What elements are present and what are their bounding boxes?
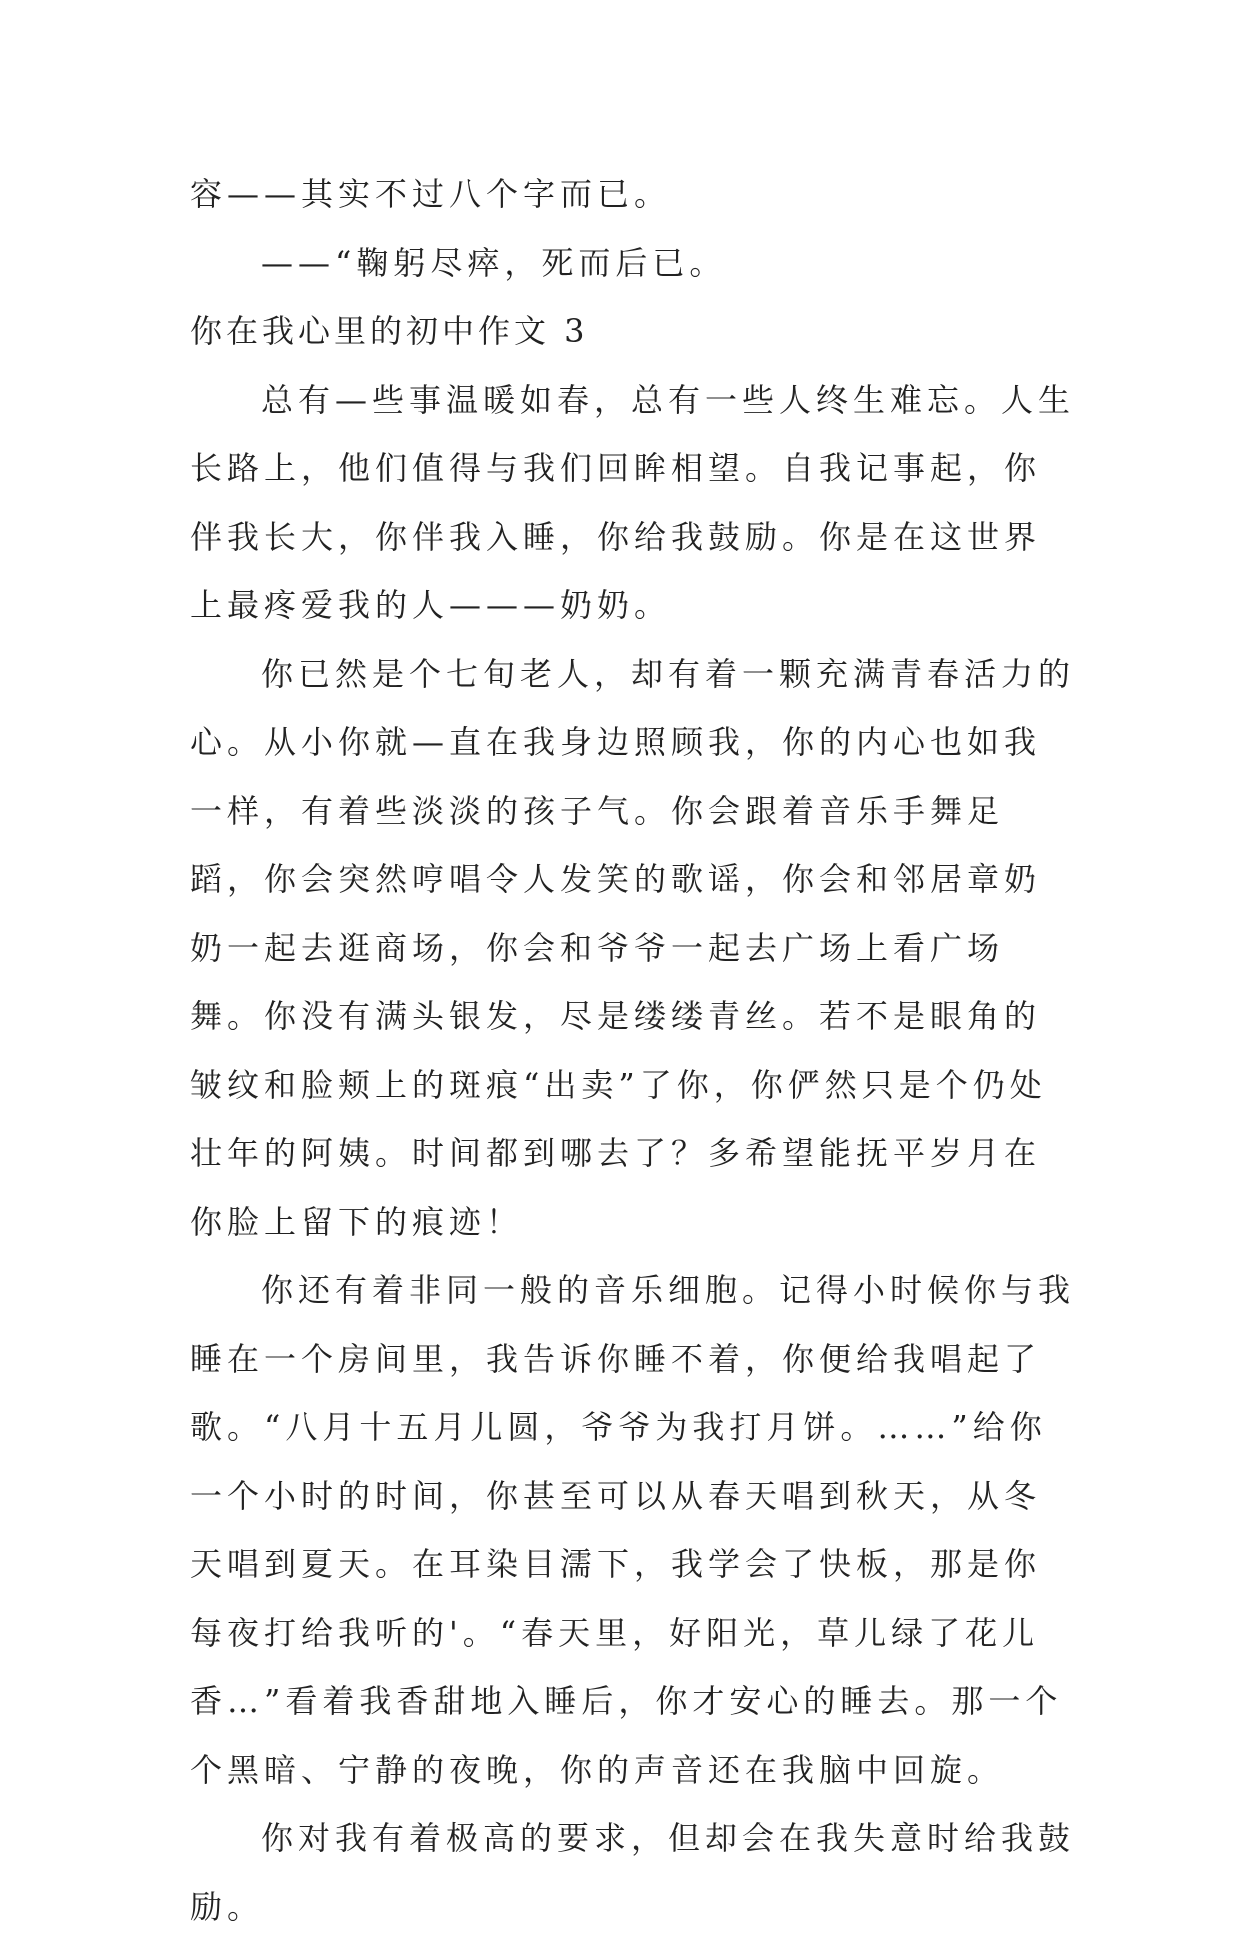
- paragraph-music: 你还有着非同一般的音乐细胞。记得小时候你与我睡在一个房间里，我告诉你睡不着，你便给我唱起了歌。“八月十五月儿圆，爷爷为我打月饼。……”给你一个小时的时间，你甚至可以从春天唱到秋天，从冬天唱到夏天。在耳染目濡下，我学会了快板，那是你每夜打给我听的'。“春天里，好阳光，草儿绿了花儿香…”看着我香甜地入睡后，你才安心的睡去。那一个个黑暗、宁静的夜晚，你的声音还在我脑中回旋。: [190, 1271, 1076, 1789]
- paragraph-intro: 总有—些事温暖如春，总有一些人终生难忘。人生长路上，他们值得与我们回眸相望。自我记事起，你伴我长大，你伴我入睡，你给我鼓励。你是在这世界上最疼爱我的人———奶奶。: [190, 380, 1076, 624]
- document-page: [190, 160, 1075, 1941]
- paragraph-requirements: 你对我有着极高的要求，但却会在我失意时给我鼓励。: [190, 1819, 1076, 1926]
- essay-title: 你在我心里的初中作文 3: [190, 312, 589, 350]
- paragraph-continuation: 容——其实不过八个字而已。: [190, 175, 672, 213]
- paragraph-quote: ——“鞠躬尽瘁，死而后已。: [261, 243, 727, 282]
- paragraph-grandma-spirit: 你已然是个七旬老人，却有着一颗充满青春活力的心。从小你就—直在我身边照顾我，你的内心也如我一样，有着些淡淡的孩子气。你会跟着音乐手舞足蹈，你会突然哼唱令人发笑的歌谣，你会和邻居章奶奶一起去逛商场，你会和爷爷一起去广场上看广场舞。你没有满头银发，尽是缕缕青丝。若不是眼角的皱纹和脸颊上的斑痕“出卖”了你，你俨然只是个仍处壮年的阿姨。时间都到哪去了？多希望能抚平岁月在你脸上留下的痕迹！: [190, 654, 1076, 1241]
